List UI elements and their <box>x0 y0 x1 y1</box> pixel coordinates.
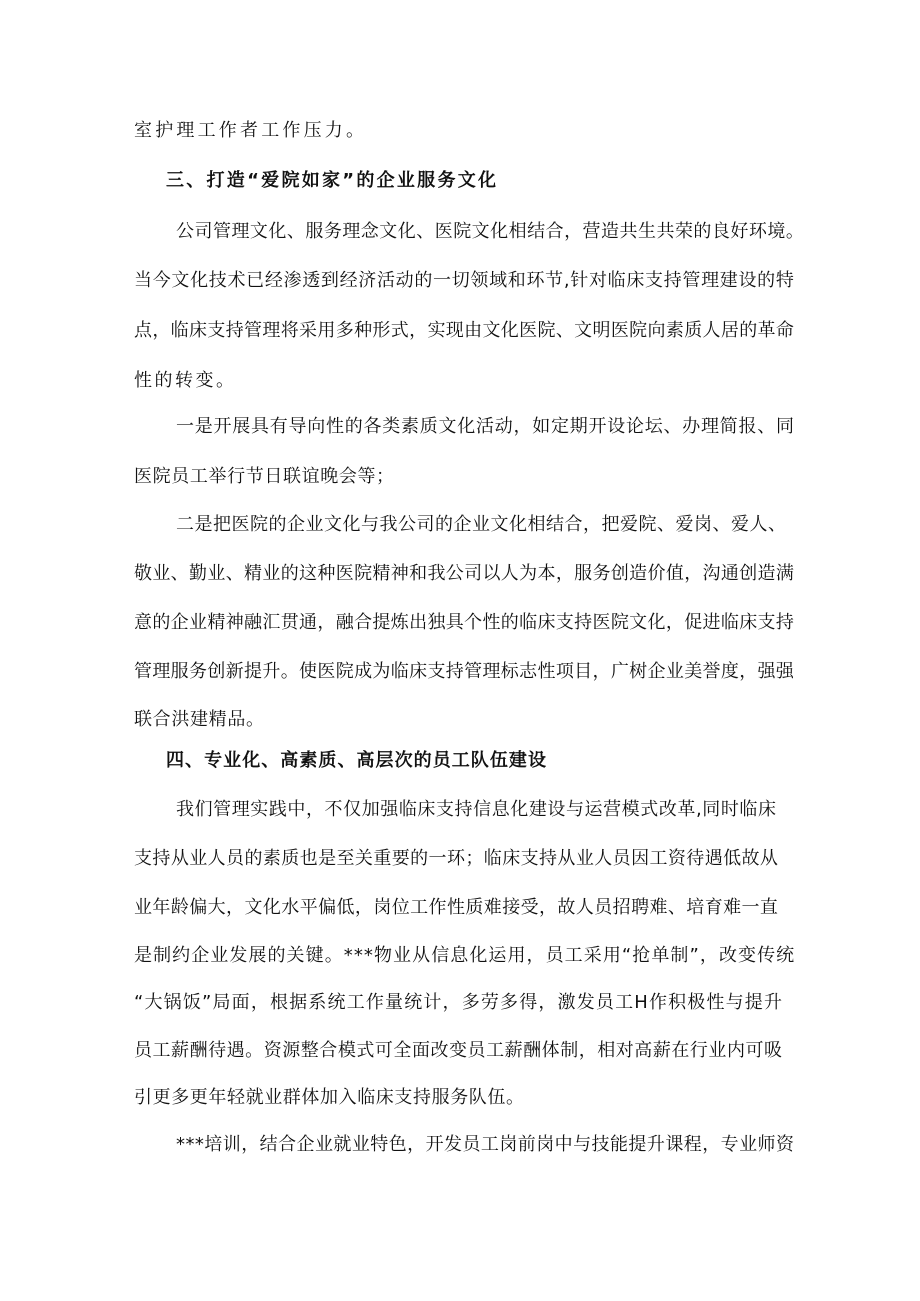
body-text-line: 敬业、勤业、精业的这种医院精神和我公司以人为本，服务创造价值，沟通创造满 <box>134 563 795 584</box>
body-text-line: 医院员工举行节日联谊晚会等； <box>134 466 395 487</box>
section-heading-3: 三、打造“爱院如家”的企业服务文化 <box>166 170 499 191</box>
body-text-line: 支持从业人员的素质也是至关重要的一环；临床支持从业人员因工资待遇低故从 <box>134 848 779 869</box>
body-text-line: 公司管理文化、服务理念文化、医院文化相结合，营造共生共荣的良好环境。 <box>176 221 805 242</box>
body-text-line: 员工薪酬待遇。资源整合模式可全面改变员工薪酬体制，相对高薪在行业内可吸 <box>134 1040 783 1061</box>
body-text-line: 性的转变。 <box>134 370 237 391</box>
body-text-line: “大锅饭”局面，根据系统工作量统计，多劳多得，激发员工H作积极性与提升 <box>134 992 784 1013</box>
body-text-line: 室护理工作者工作压力。 <box>134 120 368 141</box>
body-text-line: 业年龄偏大，文化水平偏低，岗位工作性质难接受，故人员招聘难、培育难一直 <box>134 897 779 918</box>
body-text-line: 意的企业精神融汇贯通，融合提炼出独具个性的临床支持医院文化，促进临床支持 <box>134 612 795 633</box>
body-text-line: 点，临床支持管理将采用多种形式，实现由文化医院、文明医院向素质人居的革命 <box>134 320 795 341</box>
body-text-line: 联合洪建精品。 <box>134 709 265 730</box>
body-text-line: ***培训，结合企业就业特色，开发员工岗前岗中与技能提升课程，专业师资 <box>176 1134 795 1155</box>
body-text-line: 当今文化技术已经渗透到经济活动的一切领域和环节,针对临床支持管理建设的特 <box>134 270 795 291</box>
body-text-line: 是制约企业发展的关键。***物业从信息化运用，员工采用“抢单制”，改变传统 <box>134 945 796 966</box>
body-text-line: 一是开展具有导向性的各类素质文化活动，如定期开设论坛、办理简报、同 <box>176 416 795 437</box>
body-text-line: 引更多更年轻就业群体加入临床支持服务队伍。 <box>134 1087 525 1108</box>
body-text-line: 我们管理实践中，不仅加强临床支持信息化建设与运营模式改革,同时临床 <box>176 799 777 820</box>
section-heading-4: 四、专业化、高素质、高层次的员工队伍建设 <box>166 750 547 771</box>
body-text-line: 管理服务创新提升。使医院成为临床支持管理标志性项目，广树企业美誉度，强强 <box>134 661 795 682</box>
body-text-line: 二是把医院的企业文化与我公司的企业文化相结合，把爱院、爱岗、爱人、 <box>176 514 787 535</box>
